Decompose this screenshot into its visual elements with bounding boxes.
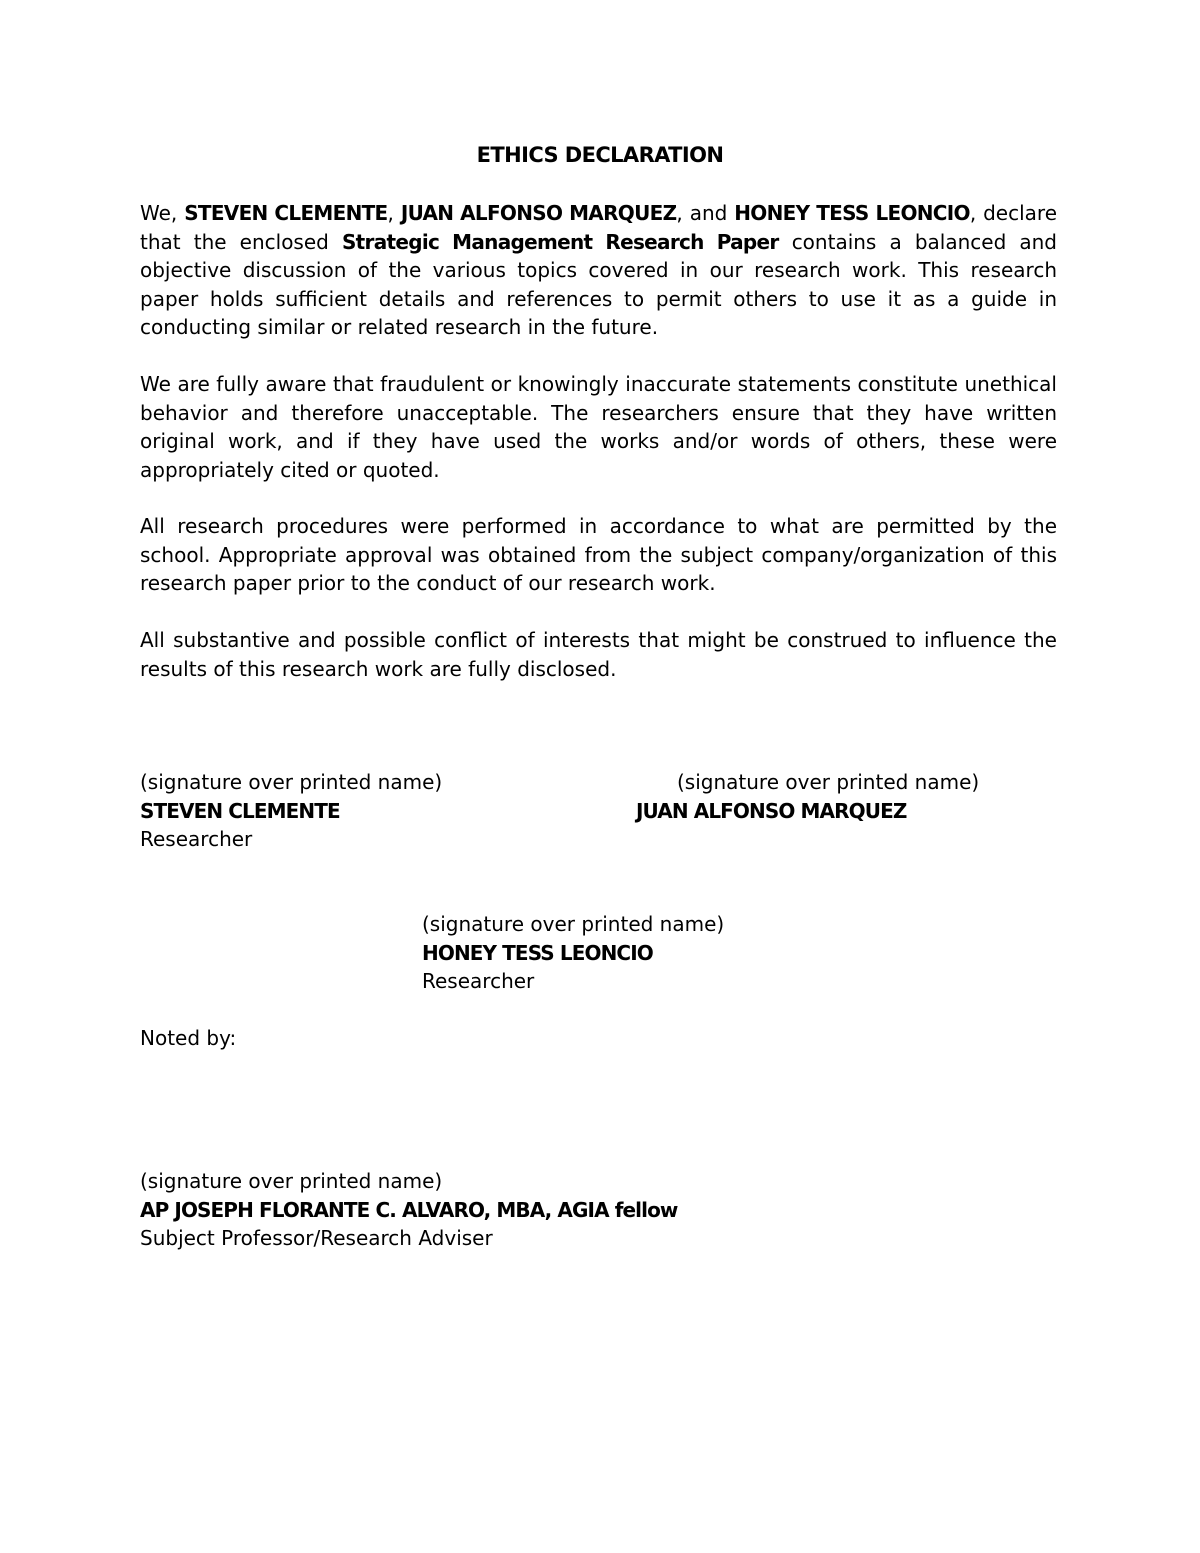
signature-block-3 (422, 910, 724, 996)
signatory-role: Researcher (422, 969, 535, 993)
paper-title: Strategic Management Research Paper (341, 229, 779, 254)
signature-caption: (signature over printed name) (677, 770, 980, 794)
signature-caption: (signature over printed name) (422, 912, 725, 936)
signatory-role: Researcher (140, 827, 253, 851)
paragraph-declaration (140, 199, 1057, 342)
signature-block-1 (140, 768, 442, 854)
text-sep-3: , declare that the enclosed (140, 201, 1058, 254)
text-we: We, (140, 201, 185, 225)
text-sep-2: , and (676, 201, 735, 225)
researcher-name-3: HONEY TESS LEONCIO (734, 201, 970, 225)
signatory-name: STEVEN CLEMENTE (140, 798, 340, 823)
signature-caption: (signature over printed name) (140, 770, 443, 794)
noted-by-label: Noted by: (140, 1026, 237, 1050)
text-declaration-rest: contains a balanced and objective discussion of the various topics covered in our research work. This research paper holds sufficient details and references to permit others to use it as a guide in conducting similar or related research in the future. (140, 229, 1058, 339)
paragraph-procedures: All research procedures were performed in accordance to what are permitted by the school. Appropriate approval was obtained from the subject company/organization of this research paper prior to the conduct of our research work. (140, 514, 1057, 595)
paragraph-awareness: We are fully aware that fraudulent or knowingly inaccurate statements constitute unethical behavior and therefore unacceptable. The researchers ensure that they have written original work, and if they have used the works and/or words of others, these were appropriately cited or quoted. (140, 372, 1057, 482)
text-sep-1: , (387, 201, 401, 225)
signatory-name: AP JOSEPH FLORANTE C. ALVARO, MBA, AGIA fellow (140, 1197, 678, 1222)
signature-block-2 (636, 768, 979, 825)
researcher-name-1: STEVEN CLEMENTE (184, 201, 388, 225)
document-title: ETHICS DECLARATION (476, 143, 724, 167)
signature-block-adviser (140, 1167, 678, 1253)
researcher-name-2: JUAN ALFONSO MARQUEZ (400, 201, 677, 225)
signatory-role: Subject Professor/Research Adviser (140, 1226, 493, 1250)
signature-caption: (signature over printed name) (140, 1169, 443, 1193)
paragraph-conflict: All substantive and possible conflict of interests that might be construed to influence the results of this research work are fully disclosed. (140, 628, 1057, 681)
signatory-name: JUAN ALFONSO MARQUEZ (636, 798, 907, 823)
signatory-name: HONEY TESS LEONCIO (422, 940, 653, 965)
